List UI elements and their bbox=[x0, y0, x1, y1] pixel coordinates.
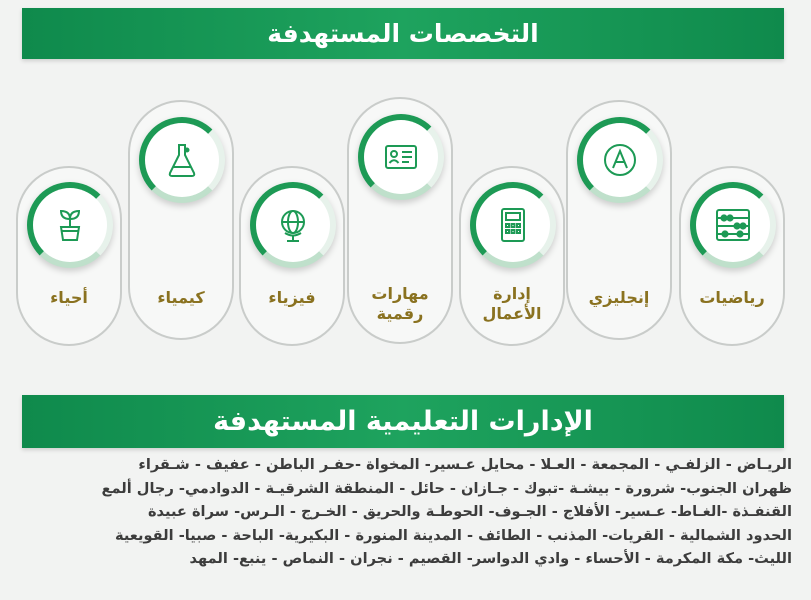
plant-icon bbox=[48, 203, 92, 247]
regions-line: الريـاض - الزلفـي - المجمعة - العـلا - محايل عـسير- المخواة -حفـر الباطن - عفيف - شـقراء bbox=[138, 456, 792, 473]
regions-line: الليث- مكة المكرمة - الأحساء - وادي الدواسر- القصيم - نجران - النماص - ينبع- المهد bbox=[189, 550, 792, 568]
specialty-disc-digital bbox=[358, 114, 444, 200]
regions-line: الحدود الشمالية - القريات- المذنب - الطائف - المدينة المنورة - البكيرية- الباحة - صبيا- القويعية bbox=[115, 526, 792, 544]
specialty-label-biology: أحياء bbox=[50, 288, 88, 307]
specialty-label-digital: مهارات رقمية bbox=[371, 284, 429, 323]
specialties-banner bbox=[22, 8, 784, 59]
regions-title: الإدارات التعليمية المستهدفة bbox=[213, 406, 593, 437]
abacus-icon bbox=[711, 203, 755, 247]
specialty-disc-physics bbox=[250, 182, 336, 268]
specialties-title: التخصصات المستهدفة bbox=[267, 19, 539, 48]
id-card-icon bbox=[379, 135, 423, 179]
regions-banner bbox=[22, 395, 784, 448]
specialty-label-business: إدارة الأعمال bbox=[482, 284, 542, 323]
specialty-label-math: رياضيات bbox=[699, 288, 765, 307]
letter-a-icon bbox=[598, 138, 642, 182]
flask-icon bbox=[160, 138, 204, 182]
specialty-disc-chemistry bbox=[139, 117, 225, 203]
specialty-label-english: إنجليزي bbox=[588, 288, 650, 307]
regions-line: ظهران الجنوب- شرورة - بيشـة -تبوك - جـازان - حائل - المنطقة الشرقيـة - الدوادمي- رجال ألمع bbox=[101, 479, 792, 497]
specialty-disc-biology bbox=[27, 182, 113, 268]
regions-list bbox=[16, 453, 792, 571]
specialty-label-physics: فيزياء bbox=[268, 288, 316, 307]
regions-line: القنفـذة -الغـاط- عـسير- الأفلاج - الجـوف- الحوطـة والحريق - الخـرج - الـرس- سراة عبيدة bbox=[147, 503, 792, 521]
specialty-disc-english bbox=[577, 117, 663, 203]
specialty-disc-math bbox=[690, 182, 776, 268]
specialty-label-chemistry: كيمياء bbox=[157, 288, 205, 307]
calculator-icon bbox=[491, 203, 535, 247]
globe-icon bbox=[271, 203, 315, 247]
specialty-disc-business bbox=[470, 182, 556, 268]
